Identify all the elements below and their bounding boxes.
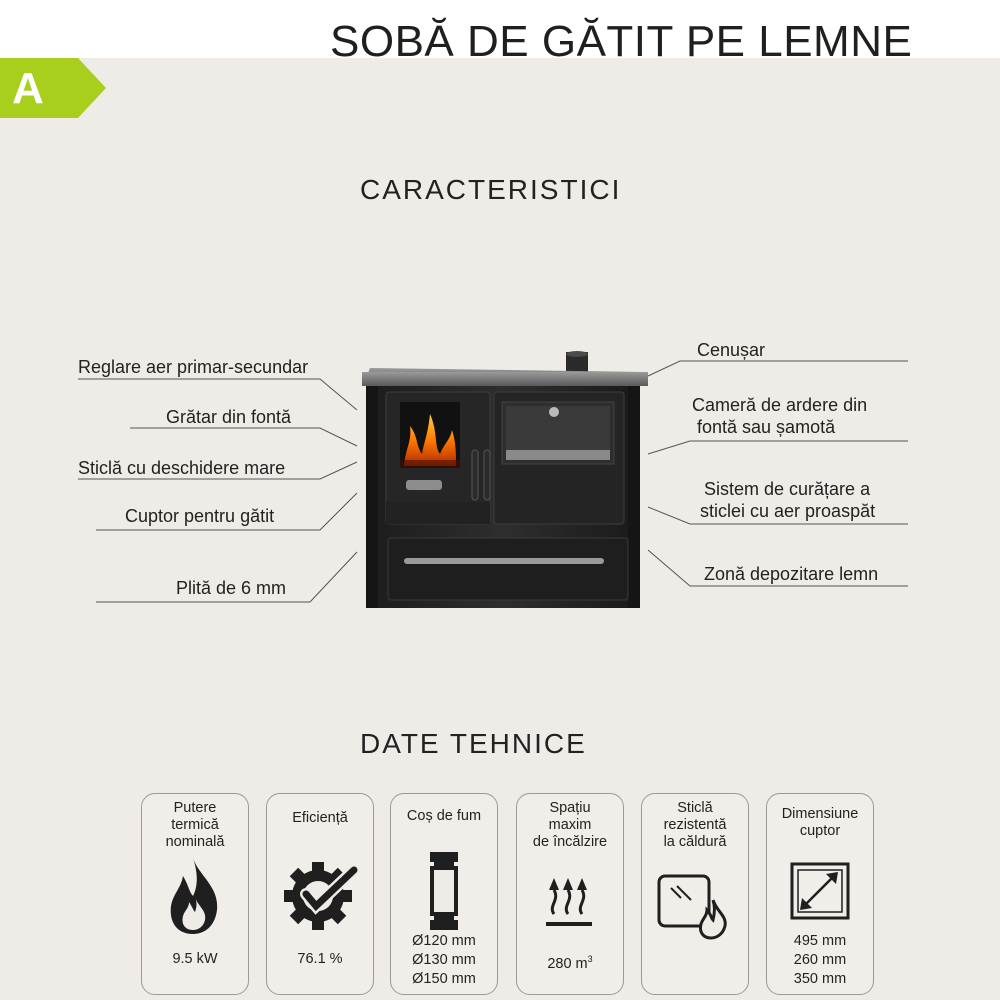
feature-glass-cleaning: Sistem de curățare a: [704, 479, 871, 499]
oven-dimension-icon: [767, 860, 873, 922]
flame-icon: [142, 856, 248, 936]
energy-class-letter: A: [12, 64, 44, 113]
spec-label: Coș de fum: [406, 808, 482, 824]
heat-waves-icon: [517, 870, 623, 932]
spec-label: Putere termică nominală: [165, 800, 225, 850]
spec-label: Eficiență: [292, 810, 348, 826]
feature-ash-pan: Cenușar: [697, 340, 766, 360]
feature-wide-glass: Sticlă cu deschidere mare: [78, 458, 286, 478]
spec-value: 495 mm 260 mm 350 mm: [793, 933, 847, 987]
chimney-pipe-icon: [391, 850, 497, 932]
wood-stove-image: [360, 350, 650, 612]
spec-card-power: [141, 793, 249, 995]
features-section-title: CARACTERISTICI: [360, 174, 622, 205]
spec-value: 76.1 %: [297, 951, 343, 967]
spec-card-oven-size: [766, 793, 874, 995]
feature-hob-plate: Plită de 6 mm: [176, 578, 287, 598]
feature-glass-cleaning-line2: sticlei cu aer proaspăt: [700, 501, 876, 521]
feature-cast-iron-grate: Grătar din fontă: [166, 407, 292, 427]
feature-cooking-oven: Cuptor pentru gătit: [125, 506, 275, 526]
feature-wood-storage: Zonă depozitare lemn: [704, 564, 879, 584]
spec-card-efficiency: [266, 793, 374, 995]
spec-label: Sticlă rezistentă la căldură: [663, 800, 727, 850]
spec-value: Ø120 mm Ø130 mm Ø150 mm: [412, 933, 476, 987]
page-title: SOBĂ DE GĂTIT PE LEMNE: [330, 17, 913, 66]
feature-combustion-chamber: Cameră de ardere din: [692, 395, 868, 415]
spec-value: 280 $m^3$: [547, 954, 593, 972]
spec-label: Dimensiune cuptor: [781, 806, 859, 839]
feature-combustion-chamber-line2: fontă sau șamotă: [697, 417, 836, 437]
gear-check-icon: [267, 858, 373, 934]
spec-card-heating-space: [516, 793, 624, 995]
feature-air-control: Reglare aer primar-secundar: [78, 357, 309, 377]
glass-flame-icon: [642, 872, 748, 942]
spec-card-chimney: [390, 793, 498, 995]
spec-value: 9.5 kW: [172, 951, 218, 967]
spec-label: Spațiu maxim de încălzire: [532, 800, 608, 850]
spec-card-heat-resistant-glass: [641, 793, 749, 995]
tech-section-title: DATE TEHNICE: [360, 728, 587, 759]
